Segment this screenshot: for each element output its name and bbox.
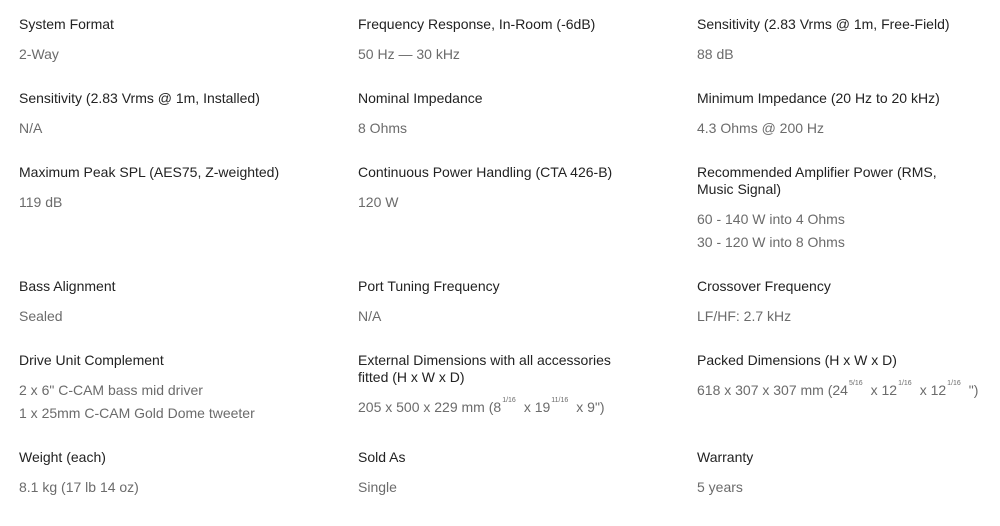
spec-row [19, 90, 1000, 164]
fraction: 11/16 [551, 397, 569, 404]
spec-label: Warranty [697, 449, 754, 465]
spec-port-tuning-frequency [358, 278, 697, 352]
spec-crossover-frequency [697, 278, 997, 352]
spec-sensitivity-free-field [697, 16, 997, 90]
spec-label: Bass Alignment [19, 278, 116, 294]
spec-value: 60 - 140 W into 4 Ohms [697, 211, 845, 227]
spec-label: Sold As [358, 449, 406, 465]
spec-label [697, 164, 977, 198]
spec-frequency-response [358, 16, 697, 90]
spec-row [19, 278, 1000, 352]
spec-label: Packed Dimensions (H x W x D) [697, 352, 897, 368]
spec-label: System Format [19, 16, 114, 32]
dimension-text: 205 x 500 x 229 mm (8 [358, 399, 502, 415]
spec-sold-as [358, 449, 697, 519]
dimension-text: ") [968, 382, 979, 398]
spec-label [358, 352, 677, 386]
spec-row [19, 352, 1000, 449]
spec-value: LF/HF: 2.7 kHz [697, 308, 792, 324]
spec-value: 2-Way [19, 46, 59, 62]
fraction: 1/16 [947, 380, 961, 387]
spec-label: Weight (each) [19, 449, 106, 465]
spec-max-peak-spl [19, 164, 358, 278]
spec-value: 120 W [358, 194, 399, 210]
fraction: 5/16 [848, 380, 863, 387]
spec-value [358, 396, 677, 419]
spec-external-dimensions [358, 352, 697, 449]
spec-row [19, 16, 1000, 90]
spec-value: 8 Ohms [358, 120, 408, 136]
spec-value [697, 379, 977, 402]
spec-grid [19, 16, 1000, 519]
spec-weight [19, 449, 358, 519]
dimension-text: x 12 [870, 382, 898, 398]
fraction: 1/16 [502, 397, 516, 404]
spec-value: 119 dB [19, 194, 63, 210]
spec-label: Minimum Impedance (20 Hz to 20 kHz) [697, 90, 940, 106]
spec-value: 50 Hz — 30 kHz [358, 46, 460, 62]
spec-value: Single [358, 479, 397, 495]
spec-value: 4.3 Ohms @ 200 Hz [697, 120, 825, 136]
spec-label-line: External Dimensions with all accessories [358, 352, 611, 368]
dimension-text: 618 x 307 x 307 mm (24 [697, 382, 848, 398]
spec-packed-dimensions [697, 352, 997, 449]
spec-warranty [697, 449, 997, 519]
spec-label: Crossover Frequency [697, 278, 831, 294]
spec-label: Nominal Impedance [358, 90, 483, 106]
spec-label: Port Tuning Frequency [358, 278, 500, 294]
spec-label: Maximum Peak SPL (AES75, Z-weighted) [19, 164, 280, 180]
spec-value: 1 x 25mm C-CAM Gold Dome tweeter [19, 405, 255, 421]
spec-value: 2 x 6" C-CAM bass mid driver [19, 382, 203, 398]
dimension-text: x 19 [523, 399, 551, 415]
spec-system-format [19, 16, 358, 90]
spec-value: N/A [19, 120, 43, 136]
spec-label-line: fitted (H x W x D) [358, 369, 465, 385]
spec-label: Frequency Response, In-Room (-6dB) [358, 16, 596, 32]
dimension-text: x 12 [919, 382, 947, 398]
dimension-text: x 9") [576, 399, 605, 415]
spec-label-line: Recommended Amplifier Power (RMS, [697, 164, 937, 180]
spec-value: 5 years [697, 479, 743, 495]
spec-label: Sensitivity (2.83 Vrms @ 1m, Free-Field) [697, 16, 950, 32]
spec-label: Continuous Power Handling (CTA 426-B) [358, 164, 613, 180]
spec-label: Drive Unit Complement [19, 352, 164, 368]
spec-value: 30 - 120 W into 8 Ohms [697, 234, 845, 250]
spec-row [19, 449, 1000, 519]
spec-value: 8.1 kg (17 lb 14 oz) [19, 479, 139, 495]
spec-label-line: Music Signal) [697, 181, 782, 197]
spec-value: Sealed [19, 308, 63, 324]
spec-value: 88 dB [697, 46, 734, 62]
spec-value: N/A [358, 308, 382, 324]
spec-nominal-impedance [358, 90, 697, 164]
fraction: 1/16 [898, 380, 912, 387]
spec-sensitivity-installed [19, 90, 358, 164]
spec-minimum-impedance [697, 90, 997, 164]
spec-bass-alignment [19, 278, 358, 352]
spec-label: Sensitivity (2.83 Vrms @ 1m, Installed) [19, 90, 260, 106]
spec-continuous-power [358, 164, 697, 278]
spec-recommended-amplifier-power [697, 164, 997, 278]
spec-drive-unit-complement [19, 352, 358, 449]
spec-row [19, 164, 1000, 278]
